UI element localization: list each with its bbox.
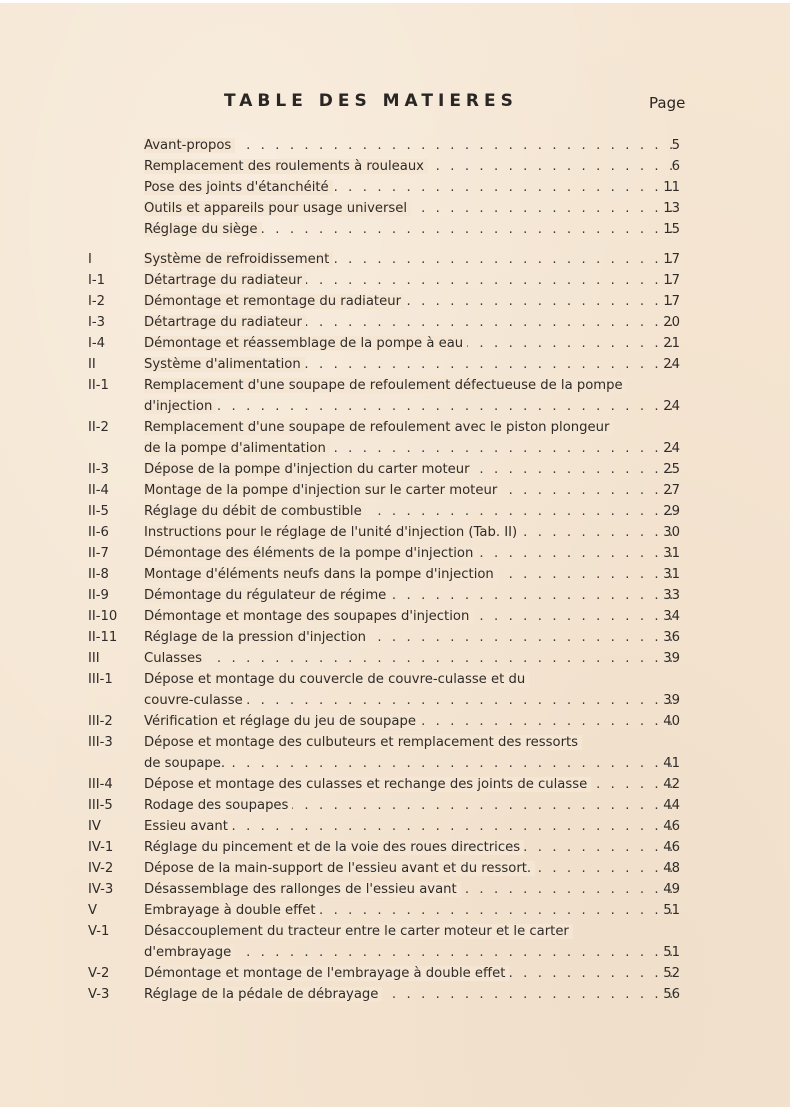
entry-title: Outils et appareils pour usage universel (144, 201, 411, 216)
toc-entry[interactable] (0, 522, 790, 543)
section-number: III (88, 651, 100, 666)
page-number: 15 (663, 222, 680, 237)
entry-title: Démontage et réassemblage de la pompe à eau (144, 336, 467, 351)
entry-title: Remplacement d'une soupape de refoulement défectueuse de la pompe (144, 378, 627, 393)
page-number: 31 (663, 567, 680, 582)
section-number: II-5 (88, 504, 109, 519)
entry-title: Démontage et remontage du radiateur (144, 294, 405, 309)
entry-title: Culasses (144, 651, 206, 666)
section-number: II-11 (88, 630, 118, 645)
page-number: 21 (663, 336, 680, 351)
toc-entry[interactable] (0, 459, 790, 480)
toc-entry[interactable] (0, 564, 790, 585)
entry-title: Instructions pour le réglage de l'unité d'injection (Tab. II) (144, 525, 521, 540)
toc-entry[interactable] (0, 198, 790, 219)
page-number: 31 (663, 546, 680, 561)
toc-entry[interactable] (0, 417, 790, 459)
page-number: 29 (663, 504, 680, 519)
entry-title: Démontage des éléments de la pompe d'injection (144, 546, 477, 561)
toc-entry[interactable] (0, 921, 790, 963)
page-number: 17 (663, 273, 680, 288)
entry-title: Montage d'éléments neufs dans la pompe d'injection (144, 567, 498, 582)
section-number: II-1 (88, 378, 109, 393)
page-number: 52 (663, 966, 680, 981)
section-number: II-2 (88, 420, 109, 435)
page-number: 39 (663, 693, 680, 708)
entry-title: Vérification et réglage du jeu de soupape (144, 714, 420, 729)
toc-entry[interactable] (0, 354, 790, 375)
toc-entry[interactable] (0, 984, 790, 1005)
entry-title: Avant-propos (144, 138, 235, 153)
toc-entry[interactable] (0, 249, 790, 270)
page-number: 20 (663, 315, 680, 330)
toc-entry[interactable] (0, 711, 790, 732)
page-number: 56 (663, 987, 680, 1002)
toc-entry[interactable] (0, 858, 790, 879)
toc-entry[interactable] (0, 627, 790, 648)
page-number: 51 (663, 903, 680, 918)
entry-title: Réglage du siège (144, 222, 262, 237)
section-number: II-7 (88, 546, 109, 561)
section-number: III-2 (88, 714, 113, 729)
entry-title: Montage de la pompe d'injection sur le carter moteur (144, 483, 501, 498)
toc-entry[interactable] (0, 156, 790, 177)
entry-title-continuation: couvre-culasse (144, 693, 247, 708)
entry-title: Essieu avant (144, 819, 232, 834)
toc-entry[interactable] (0, 816, 790, 837)
entry-title: Démontage du régulateur de régime (144, 588, 390, 603)
toc-entry[interactable] (0, 585, 790, 606)
toc-entry[interactable] (0, 177, 790, 198)
section-number: III-4 (88, 777, 113, 792)
toc-entry[interactable] (0, 543, 790, 564)
toc-entry[interactable] (0, 837, 790, 858)
section-number: III-3 (88, 735, 113, 750)
page-number: 27 (663, 483, 680, 498)
page-number: 30 (663, 525, 680, 540)
section-number: III-5 (88, 798, 113, 813)
toc-entry[interactable] (0, 879, 790, 900)
entry-title: Démontage et montage de l'embrayage à double effet (144, 966, 509, 981)
section-number: V (88, 903, 98, 918)
toc-entry[interactable] (0, 732, 790, 774)
entry-title: Dépose et montage des culasses et rechange des joints de culasse (144, 777, 591, 792)
entry-title: Démontage et montage des soupapes d'injection (144, 609, 473, 624)
entry-title: Dépose de la pompe d'injection du carter moteur (144, 462, 474, 477)
page-number: 24 (663, 357, 680, 372)
entry-title-continuation: de soupape. (144, 756, 229, 771)
toc-entry[interactable] (0, 333, 790, 354)
entry-title: Système de refroidissement (144, 252, 333, 267)
table-of-contents (0, 135, 790, 1005)
section-number: IV (88, 819, 101, 834)
entry-title: Détartrage du radiateur (144, 315, 306, 330)
entry-title-continuation: d'injection (144, 399, 216, 414)
document-page (0, 3, 790, 1107)
section-number: II-4 (88, 483, 109, 498)
entry-title: Dépose de la main-support de l'essieu avant et du ressort. (144, 861, 535, 876)
toc-entry[interactable] (0, 291, 790, 312)
toc-entry[interactable] (0, 900, 790, 921)
page-number: 13 (663, 201, 680, 216)
page-number: 6 (671, 159, 680, 174)
page-number: 46 (663, 819, 680, 834)
section-number: I-1 (88, 273, 106, 288)
section-number: II-8 (88, 567, 109, 582)
toc-header (0, 91, 790, 121)
toc-entry[interactable] (0, 606, 790, 627)
entry-title: Désassemblage des rallonges de l'essieu avant (144, 882, 461, 897)
entry-title: Détartrage du radiateur (144, 273, 306, 288)
toc-entry[interactable] (0, 480, 790, 501)
entry-title: Réglage du débit de combustible (144, 504, 366, 519)
section-number: I-2 (88, 294, 106, 309)
page-number: 25 (663, 462, 680, 477)
page-number: 36 (663, 630, 680, 645)
section-number: I-4 (88, 336, 106, 351)
section-number: IV-3 (88, 882, 114, 897)
toc-entry[interactable] (0, 669, 790, 711)
section-number: II (88, 357, 96, 372)
entry-title: Désaccouplement du tracteur entre le carter moteur et le carter (144, 924, 573, 939)
section-number: V-1 (88, 924, 110, 939)
toc-entry[interactable] (0, 312, 790, 333)
page-number: 34 (663, 609, 680, 624)
page-number: 24 (663, 441, 680, 456)
entry-title: Remplacement des roulements à rouleaux (144, 159, 428, 174)
entry-title: Rodage des soupapes (144, 798, 292, 813)
toc-entry[interactable] (0, 501, 790, 522)
entry-title: Dépose et montage du couvercle de couvre-culasse et du (144, 672, 529, 687)
toc-entry[interactable] (0, 648, 790, 669)
toc-entry[interactable] (0, 963, 790, 984)
page-number: 24 (663, 399, 680, 414)
entry-title-continuation: de la pompe d'alimentation (144, 441, 330, 456)
toc-entry[interactable] (0, 774, 790, 795)
page-number: 5 (671, 138, 680, 153)
entry-title: Pose des joints d'étanchéité (144, 180, 333, 195)
toc-entry[interactable] (0, 219, 790, 240)
entry-title: Réglage de la pédale de débrayage (144, 987, 382, 1002)
section-number: V-3 (88, 987, 110, 1002)
toc-entry[interactable] (0, 270, 790, 291)
section-number: II-3 (88, 462, 109, 477)
page-number: 42 (663, 777, 680, 792)
page-number: 17 (663, 294, 680, 309)
entry-title: Système d'alimentation (144, 357, 305, 372)
page-number: 11 (663, 180, 680, 195)
entry-title-continuation: d'embrayage (144, 945, 235, 960)
page-number: 39 (663, 651, 680, 666)
page-number: 48 (663, 861, 680, 876)
entry-title: Embrayage à double effet (144, 903, 320, 918)
section-number: IV-2 (88, 861, 114, 876)
entry-title: Dépose et montage des culbuteurs et remplacement des ressorts (144, 735, 582, 750)
page-number: 46 (663, 840, 680, 855)
entry-title: Réglage de la pression d'injection (144, 630, 370, 645)
page-number: 33 (663, 588, 680, 603)
section-number: I (88, 252, 92, 267)
section-number: V-2 (88, 966, 110, 981)
page-number: 51 (663, 945, 680, 960)
page-number: 44 (663, 798, 680, 813)
entry-title: Remplacement d'une soupape de refoulement avec le piston plongeur (144, 420, 613, 435)
toc-entry[interactable] (0, 135, 790, 156)
section-number: II-10 (88, 609, 118, 624)
page-title: TABLE DES MATIERES (224, 91, 518, 111)
section-number: III-1 (88, 672, 113, 687)
page-number: 17 (663, 252, 680, 267)
page-number: 49 (663, 882, 680, 897)
page-column-label: Page (649, 94, 686, 112)
page-number: 40 (663, 714, 680, 729)
section-number: I-3 (88, 315, 106, 330)
toc-entry[interactable] (0, 795, 790, 816)
page-number: 41 (663, 756, 680, 771)
section-number: II-9 (88, 588, 109, 603)
section-number: II-6 (88, 525, 109, 540)
toc-entry[interactable] (0, 375, 790, 417)
entry-title: Réglage du pincement et de la voie des roues directrices (144, 840, 524, 855)
section-number: IV-1 (88, 840, 114, 855)
